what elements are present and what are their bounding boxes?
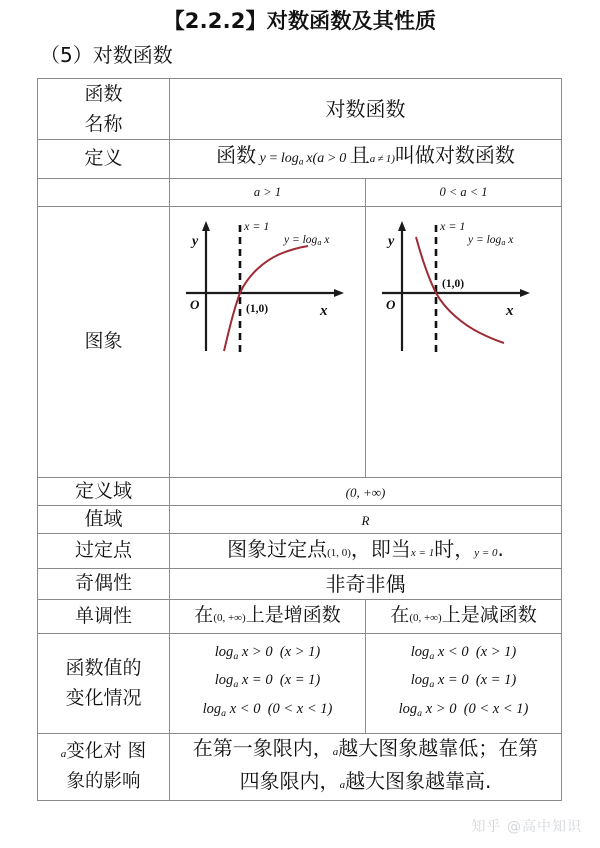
influence-line1-b: 越大图象越靠低；在第	[338, 735, 539, 760]
x-axis-label: x	[505, 302, 513, 319]
row-label-line1: 函数	[84, 83, 123, 105]
value-change-left-1: $\log_a x > 0$ (x > 1)	[214, 643, 321, 662]
cell-fixed-point-value	[170, 533, 562, 568]
monotonic-right-post: 上是减函数	[441, 603, 537, 626]
asymptote-label: x = 1	[243, 218, 269, 233]
influence-line2-a: 四象限内，	[239, 768, 340, 793]
table-row-range	[38, 505, 562, 533]
y-axis-label: y	[191, 233, 198, 249]
value-change-right-3: $\log_a x > 0$ (0 < x < 1)	[398, 701, 529, 719]
monotonic-right-interval: (0, +∞)	[409, 611, 442, 624]
fixed-point-point: (1, 0)	[327, 546, 351, 559]
domain-value: (0, +∞)	[345, 484, 386, 500]
row-label-graph: 图象	[38, 206, 170, 477]
influence-text-line2	[170, 767, 561, 800]
table-row-parity	[38, 568, 562, 599]
row-label-monotonicity: 单调性	[38, 599, 170, 633]
chart-a-greater-than-1	[170, 207, 365, 477]
row-label-domain: 定义域	[38, 477, 170, 505]
log-curve-decreasing	[416, 237, 504, 343]
cell-influence-text	[170, 733, 562, 800]
y-axis-arrow	[202, 221, 210, 231]
chart-a-between-0-and-1	[366, 207, 561, 477]
row-label-fixed-point: 过定点	[38, 533, 170, 568]
x-axis-label: x	[319, 302, 327, 319]
influence-label-line1	[38, 738, 169, 768]
influence-label-rest: 变化对 图	[66, 741, 147, 763]
y-axis-label: y	[387, 233, 394, 249]
row-label-parity: 奇偶性	[38, 568, 170, 599]
function-name-text: 对数函数	[325, 97, 406, 121]
watermark: 知乎 @高中知识	[471, 819, 582, 835]
table-row-fixed-point	[38, 533, 562, 568]
monotonic-left-interval: (0, +∞)	[213, 611, 246, 624]
cell-graph-decreasing	[366, 206, 562, 477]
fixed-point-text2: ，即当	[350, 536, 411, 561]
range-value: R	[361, 512, 370, 528]
monotonic-left-pre: 在	[194, 603, 214, 626]
y-axis-arrow	[398, 221, 406, 231]
row-label-function-name	[38, 79, 170, 140]
value-change-right-1: $\log_a x < 0$ (x > 1)	[410, 643, 517, 662]
row-label-value-change	[38, 633, 170, 733]
cell-monotonicity-left	[170, 599, 366, 633]
x-axis-arrow	[520, 289, 530, 297]
fixed-point-text3: 时，	[434, 536, 475, 561]
definition-suffix: 叫做对数函数	[394, 143, 515, 167]
asymptote-label: x = 1	[439, 218, 465, 233]
table-row-definition	[38, 140, 562, 179]
monotonic-right-pre: 在	[390, 603, 410, 626]
influence-line1-a: 在第一象限内，	[192, 735, 333, 760]
definition-mid: 且	[349, 143, 370, 167]
value-change-left-3: $\log_a x < 0$ (0 < x < 1)	[202, 701, 333, 719]
row-label-conditions-blank	[38, 178, 170, 206]
influence-text-line1	[170, 734, 561, 767]
definition-condition: a ≠ 1)	[369, 153, 395, 165]
chart-svg-increasing	[168, 211, 368, 361]
cell-graph-increasing	[170, 206, 366, 477]
definition-formula: $y = \log_a x(a > 0$	[256, 151, 350, 168]
section-subtitle: （5）对数函数	[40, 43, 173, 67]
table-row-graph	[38, 206, 562, 477]
table-row-influence	[38, 733, 562, 800]
curve-label: y = loga x	[283, 233, 329, 247]
point-label: (1,0)	[441, 277, 464, 290]
table-row-function-name	[38, 79, 562, 140]
x-axis-arrow	[334, 289, 344, 297]
fixed-point-text1: 图象过定点	[227, 536, 328, 561]
cell-monotonicity-right	[366, 599, 562, 633]
value-change-label-line2: 变化情况	[65, 686, 142, 709]
cell-parity-value	[170, 568, 562, 599]
table-row-conditions	[38, 178, 562, 206]
fixed-point-text4: .	[497, 536, 504, 561]
cell-value-change-right	[366, 633, 562, 733]
influence-label-var: a	[60, 748, 67, 761]
row-label-influence	[38, 733, 170, 800]
origin-label: O	[385, 296, 395, 312]
fixed-point-eq2: y = 0	[474, 546, 498, 559]
page-title: 【2.2.2】对数函数及其性质	[163, 9, 437, 33]
chart-svg-decreasing	[364, 211, 564, 361]
cell-value-change-left	[170, 633, 366, 733]
value-change-left-2: $\log_a x = 0$ (x = 1)	[214, 672, 321, 691]
influence-label-line2: 象的影响	[66, 771, 141, 793]
monotonic-left-post: 上是增函数	[245, 603, 341, 626]
table-row-value-change	[38, 633, 562, 733]
cell-definition-value	[170, 140, 562, 179]
parity-text: 非奇非偶	[325, 571, 406, 596]
value-change-label-line1: 函数值的	[65, 656, 142, 679]
influence-line2-b: 越大图象越靠高.	[345, 768, 492, 793]
value-change-right-2: $\log_a x = 0$ (x = 1)	[410, 672, 517, 691]
condition-left: a > 1	[170, 178, 366, 206]
point-label: (1,0)	[245, 302, 268, 315]
definition-prefix: 函数	[216, 143, 257, 167]
row-label-range: 值域	[38, 505, 170, 533]
curve-label: y = loga x	[467, 233, 513, 247]
table-row-monotonicity	[38, 599, 562, 633]
fixed-point-eq1: x = 1	[410, 546, 435, 559]
table-row-domain	[38, 477, 562, 505]
log-function-properties-table	[37, 78, 562, 801]
origin-label: O	[189, 296, 199, 312]
influence-line2-var: a	[339, 778, 346, 791]
cell-domain-value	[170, 477, 562, 505]
influence-line1-var: a	[332, 745, 339, 758]
condition-right: 0 < a < 1	[366, 178, 562, 206]
row-label-definition: 定义	[38, 140, 170, 179]
cell-range-value	[170, 505, 562, 533]
cell-function-name-value	[170, 79, 562, 140]
log-curve-increasing	[224, 246, 308, 351]
row-label-line2: 名称	[84, 113, 123, 135]
